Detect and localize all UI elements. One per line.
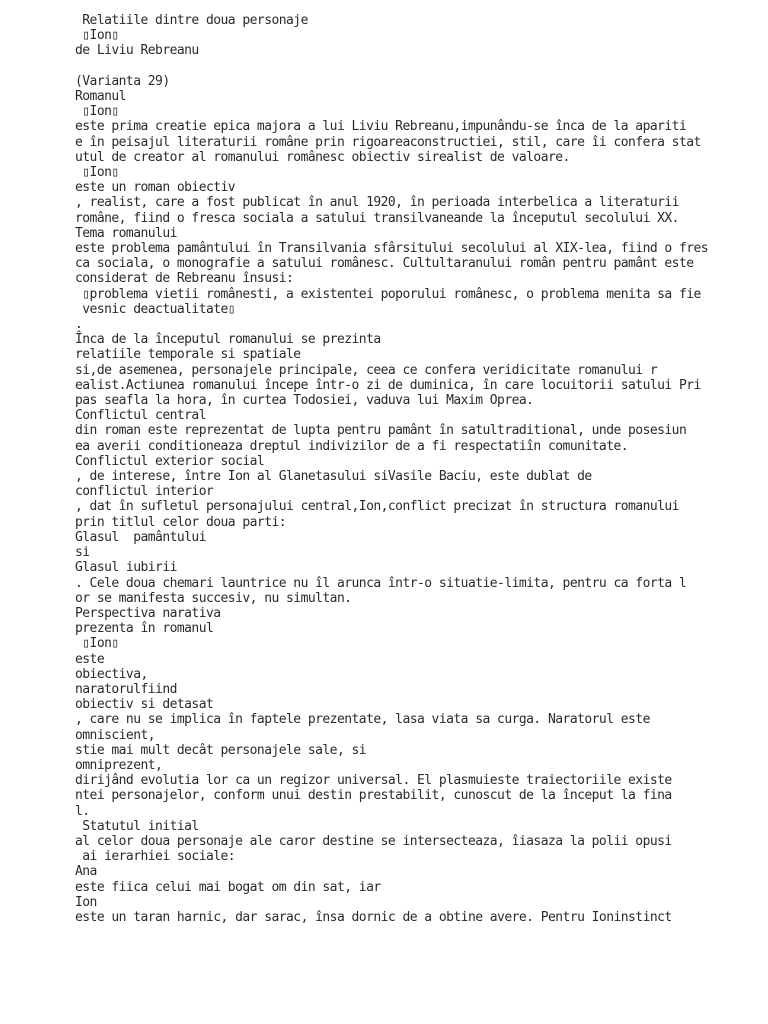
text-line: omniscient, (75, 727, 156, 743)
text-line: Tema romanului (75, 225, 177, 241)
text-line: ai ierarhiei sociale: (75, 849, 236, 865)
text-line: ntei personajelor, conform unui destin prestabilit, cunoscut de la început la fina (75, 788, 672, 804)
text-line: este prima creatie epica majora a lui Liviu Rebreanu,impunându-se înca de la apariti (75, 119, 687, 135)
text-line: vesnic deactualitate▯ (75, 301, 236, 317)
text-line: . (75, 317, 83, 333)
text-line: Conflictul exterior social (75, 453, 265, 469)
text-line: ▯Ion▯ (75, 28, 119, 44)
text-line: si,de asemenea, personajele principale, ceea ce confera veridicitate romanului r (75, 362, 658, 378)
text-line: pas seafla la hora, în curtea Todosiei, vaduva lui Maxim Oprea. (75, 393, 534, 409)
text-line: este un taran harnic, dar sarac, însa dornic de a obtine avere. Pentru Ioninstinct (75, 909, 672, 925)
text-line: de Liviu Rebreanu (75, 43, 199, 59)
text-line: naratorulfiind (75, 681, 177, 697)
text-line: obiectiva, (75, 666, 148, 682)
text-line: ▯Ion▯ (75, 636, 119, 652)
text-line: . Cele doua chemari launtrice nu îl arunca într-o situatie-limita, pentru ca forta l (75, 575, 687, 591)
text-line: Glasul pamântului (75, 529, 206, 545)
document-text (75, 13, 755, 925)
text-line: Romanul (75, 89, 126, 104)
text-line: relatiile temporale si spatiale (75, 347, 301, 363)
text-line: conflictul interior (75, 484, 214, 500)
text-line: ea averii conditioneaza dreptul indivizilor de a fi respectatiîn comunitate. (75, 438, 629, 454)
text-line: este problema pamântului în Transilvania sfârsitului secolului al XIX-lea, fiind o fres (75, 241, 709, 257)
text-line: Perspectiva narativa (75, 605, 221, 621)
text-line: , dat în sufletul personajului central,Ion,conflict precizat în structura romanului (75, 499, 679, 515)
text-line (75, 59, 755, 74)
text-line: considerat de Rebreanu însusi: (75, 271, 294, 287)
text-line: or se manifesta succesiv, nu simultan. (75, 590, 352, 606)
text-line: stie mai mult decât personajele sale, si (75, 742, 367, 758)
text-line: Conflictul central (75, 408, 206, 424)
text-line: Ion (75, 894, 97, 910)
text-line: , de interese, între Ion al Glanetasului siVasile Baciu, este dublat de (75, 469, 592, 485)
text-line: si (75, 545, 90, 561)
text-line: Glasul iubirii (75, 560, 177, 576)
text-line: l. (75, 803, 90, 819)
text-line: ▯problema vietii românesti, a existentei poporului românesc, o problema menita sa fie (75, 286, 701, 302)
text-line: (Varianta 29) (75, 73, 170, 89)
text-line: ca sociala, o monografie a satului românesc. Cultultaranului român pentru pamânt este (75, 256, 694, 272)
text-line: din roman este reprezentat de lupta pentru pamânt în satultraditional, unde posesiun (75, 423, 687, 439)
text-line: este (75, 651, 105, 667)
text-line: Ana (75, 864, 97, 880)
text-line: utul de creator al romanului românesc obiectiv sirealist de valoare. (75, 149, 570, 165)
text-line: Relatiile dintre doua personaje (75, 13, 308, 28)
text-line: este un roman obiectiv (75, 180, 236, 196)
text-line: Statutul initial (75, 818, 199, 834)
text-line: , realist, care a fost publicat în anul 1920, în perioada interbelica a literaturii (75, 195, 679, 211)
text-line: obiectiv si detasat (75, 697, 214, 713)
text-line: române, fiind o fresca sociala a satului transilvaneande la începutul secolului XX. (75, 210, 679, 226)
text-line: ealist.Actiunea romanului începe într-o zi de duminica, în care locuitorii satului Pri (75, 377, 701, 393)
text-line: , care nu se implica în faptele prezentate, lasa viata sa curga. Naratorul este (75, 712, 650, 728)
text-line: omniprezent, (75, 757, 163, 773)
text-line: este fiica celui mai bogat om din sat, iar (75, 879, 381, 895)
text-line: prezenta în romanul (75, 621, 214, 637)
text-line: Înca de la începutul romanului se prezinta (75, 332, 381, 348)
text-line: ▯Ion▯ (75, 104, 119, 120)
text-line: prin titlul celor doua parti: (75, 514, 287, 530)
text-line: al celor doua personaje ale caror destine se intersecteaza, îiasaza la polii opusi (75, 833, 672, 849)
text-line: e în peisajul literaturii române prin rigoareaconstructiei, stil, care îi confera stat (75, 134, 701, 150)
text-line: ▯Ion▯ (75, 165, 119, 181)
text-line: dirijând evolutia lor ca un regizor universal. El plasmuieste traiectoriile existe (75, 773, 672, 789)
